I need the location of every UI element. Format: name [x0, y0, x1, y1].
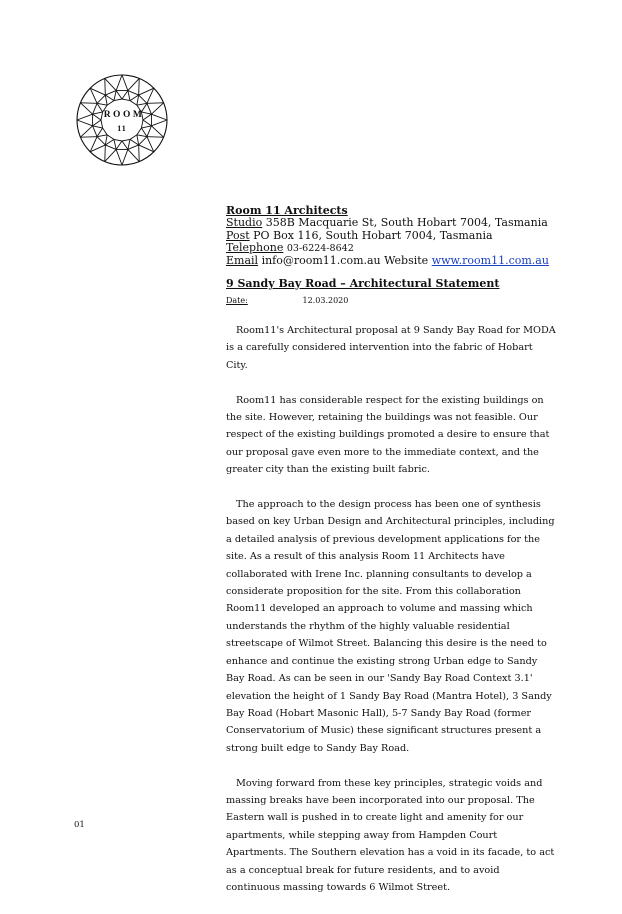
paragraph-respect: Room11 has considerable respect for the existing buildings on the site. However, retaining the buildings was not feasible. Our respect of the existing buildings promoted a desire to ensure that our proposal gave even more to the immediate context, and the greater city than the existing built fabric.: [226, 394, 550, 476]
website-label: Website: [384, 254, 429, 268]
letterhead: [226, 205, 566, 267]
date-value: 12.03.2020: [302, 296, 349, 305]
document-title: 9 Sandy Bay Road – Architectural Statement: [226, 277, 500, 290]
paragraph-approach: The approach to the design process has been one of synthesis based on key Urban Design and Architectural principles, including a detailed analysis of previous development applications for the site. As a result of this analysis Room 11 Architects have collaborated with Irene Inc. planning consultants to develop a considerate proposition for the site. From this collaboration Room11 developed an approach to volume and massing which understands the rhythm of the highly valuable residential streetscape of Wilmot Street. Balancing this desire is the need to enhance and continue the existing strong Urban edge to Sandy Bay Road. As can be seen in our 'Sandy Bay Road Context 3.1' elevation the height of 1 Sandy Bay Road (Mantra Hotel), 3 Sandy Bay Road (Hobart Masonic Hall), 5-7 Sandy Bay Road (former Conservatorium of Music) these significant structures present a strong built edge to Sandy Bay Road.: [226, 499, 555, 754]
paragraph-intro: Room11's Architectural proposal at 9 Sandy Bay Road for MODA is a carefully considered intervention into the fabric of Hobart City.: [226, 325, 556, 371]
email-line: [226, 255, 566, 267]
post-address: PO Box 116, South Hobart 7004, Tasmania: [253, 228, 493, 242]
statement-body: [226, 322, 556, 914]
email-address: info@room11.com.au: [261, 254, 381, 268]
page-number: 01: [74, 820, 85, 830]
studio-label: Studio: [226, 216, 263, 230]
date-label: Date:: [226, 296, 248, 305]
telephone-number: 03-6224-8642: [286, 242, 354, 254]
telephone-line: [226, 242, 566, 255]
logo-word: ROOM: [103, 110, 145, 120]
logo-number: 11: [117, 124, 127, 133]
date-row: [226, 296, 348, 305]
company-name: Room 11 Architects: [226, 204, 348, 217]
paragraph-massing: Moving forward from these key principles, strategic voids and massing breaks have been incorporated into our proposal. The Eastern wall is pushed in to create light and amenity for our apartments, while stepping away from Hampden Court Apartments. The Southern elevation has a void in its facade, to act as a conceptual break for future residents, and to avoid continuous massing towards 6 Wilmot Street.: [226, 777, 555, 893]
email-label: Email: [226, 254, 259, 268]
website-link[interactable]: www.room11.com.au: [431, 254, 549, 268]
logo-geometric-mark: [74, 72, 170, 168]
room11-logo: [74, 72, 170, 168]
studio-address: 358B Macquarie St, South Hobart 7004, Tasmania: [265, 216, 548, 230]
post-label: Post: [226, 228, 250, 242]
telephone-label: Telephone: [226, 240, 284, 254]
